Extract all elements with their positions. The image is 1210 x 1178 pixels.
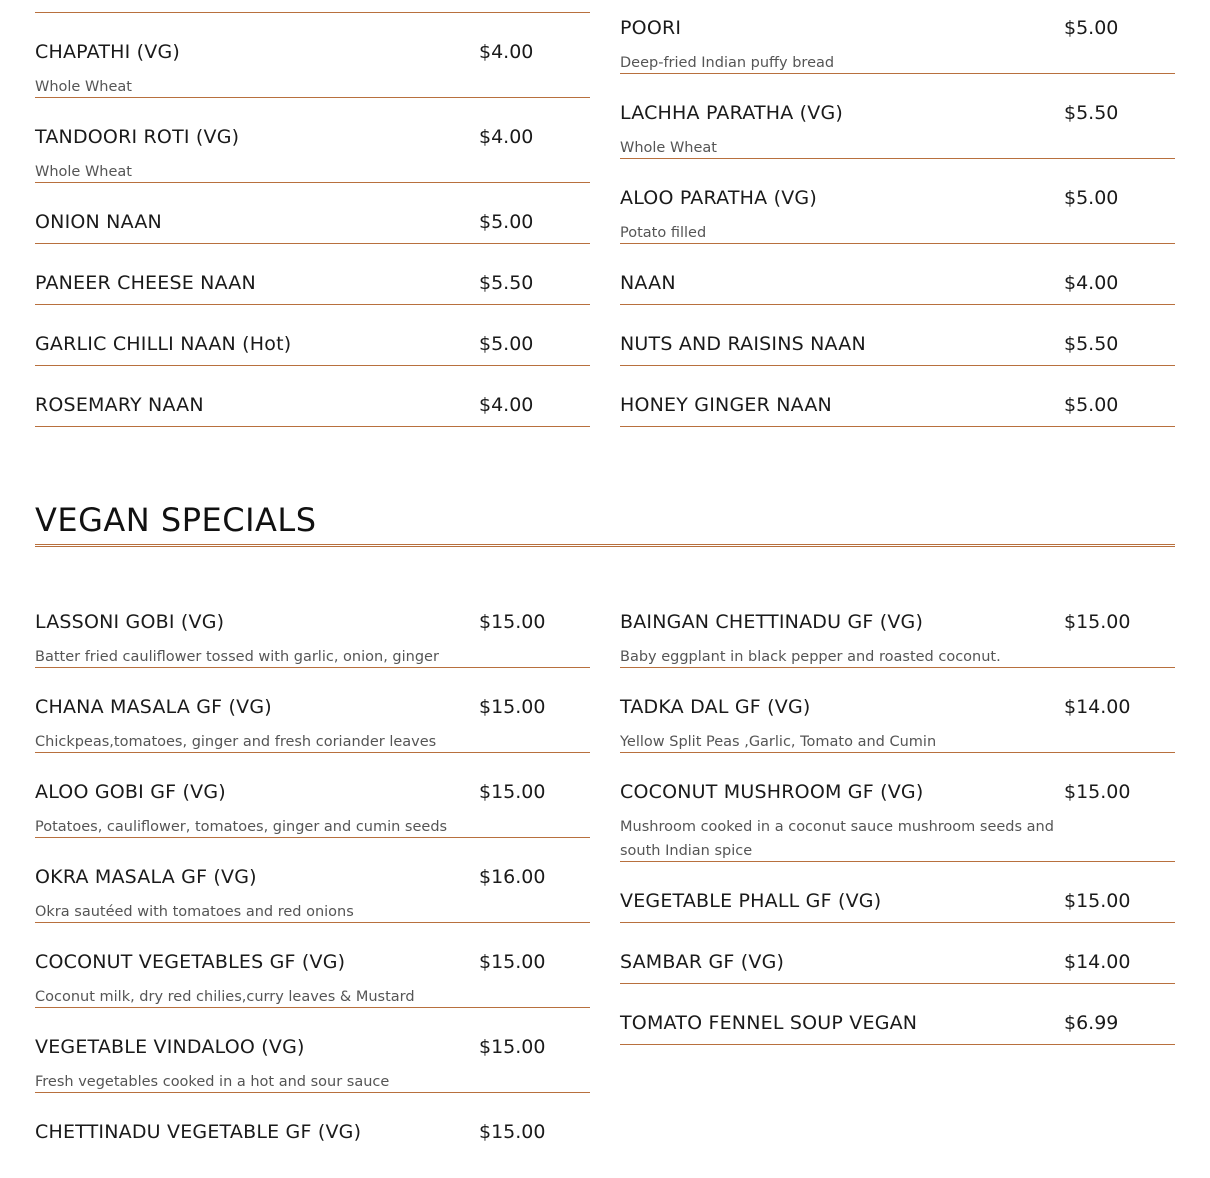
item-price: $5.50 <box>1064 333 1119 355</box>
item-description: Whole Wheat <box>620 140 717 156</box>
vegan-menu-left-column <box>35 583 590 1178</box>
item-name: BAINGAN CHETTINADU GF (VG) <box>620 611 924 633</box>
item-name: TOMATO FENNEL SOUP VEGAN <box>620 1012 918 1034</box>
menu-item <box>35 1093 590 1178</box>
menu-item <box>620 923 1175 984</box>
item-price: $4.00 <box>479 41 534 63</box>
item-name: POORI <box>620 17 682 39</box>
item-price: $5.00 <box>1064 17 1119 39</box>
menu-item <box>35 923 590 1008</box>
vegan-menu-right-column <box>620 583 1175 1045</box>
menu-item <box>620 159 1175 244</box>
item-description: Batter fried cauliflower tossed with garlic, onion, ginger <box>35 649 439 665</box>
item-name: SAMBAR GF (VG) <box>620 951 785 973</box>
item-name: VEGETABLE VINDALOO (VG) <box>35 1036 305 1058</box>
item-price: $4.00 <box>1064 272 1119 294</box>
item-name: LACHHA PARATHA (VG) <box>620 102 844 124</box>
menu-item <box>35 366 590 427</box>
menu-item <box>35 1008 590 1093</box>
item-description: Potatoes, cauliflower, tomatoes, ginger and cumin seeds <box>35 819 448 835</box>
menu-item <box>35 583 590 668</box>
item-description: Deep-fried Indian puffy bread <box>620 55 835 71</box>
menu-item <box>620 366 1175 427</box>
menu-item <box>35 305 590 366</box>
item-name: CHAPATHI (VG) <box>35 41 180 63</box>
item-price: $5.00 <box>479 333 534 355</box>
menu-item <box>620 862 1175 923</box>
menu-item <box>35 838 590 923</box>
item-description: Chickpeas,tomatoes, ginger and fresh coriander leaves <box>35 734 437 750</box>
menu-item <box>620 668 1175 753</box>
section-title: VEGAN SPECIALS <box>35 501 317 539</box>
item-name: ONION NAAN <box>35 211 162 233</box>
item-price: $15.00 <box>479 781 546 803</box>
item-price: $5.50 <box>1064 102 1119 124</box>
item-price: $5.50 <box>479 272 534 294</box>
menu-item <box>620 305 1175 366</box>
item-name: COCONUT VEGETABLES GF (VG) <box>35 951 346 973</box>
item-name: NAAN <box>620 272 676 294</box>
item-price: $14.00 <box>1064 951 1131 973</box>
item-price: $15.00 <box>479 611 546 633</box>
item-name: GARLIC CHILLI NAAN (Hot) <box>35 333 292 355</box>
item-name: TANDOORI ROTI (VG) <box>35 126 240 148</box>
item-description: Mushroom cooked in a coconut sauce mushroom seeds and south Indian spice <box>620 819 1054 859</box>
item-name: LASSONI GOBI (VG) <box>35 611 225 633</box>
item-description: Whole Wheat <box>35 79 132 95</box>
item-description: Fresh vegetables cooked in a hot and sour sauce <box>35 1074 390 1090</box>
item-name: ROSEMARY NAAN <box>35 394 204 416</box>
item-name: ALOO PARATHA (VG) <box>620 187 817 209</box>
item-price: $15.00 <box>1064 890 1131 912</box>
menu-item <box>35 753 590 838</box>
menu-item <box>35 244 590 305</box>
menu-item <box>620 583 1175 668</box>
item-description: Yellow Split Peas ,Garlic, Tomato and Cumin <box>620 734 937 750</box>
item-price: $15.00 <box>479 696 546 718</box>
item-description: Whole Wheat <box>35 164 132 180</box>
item-price: $4.00 <box>479 394 534 416</box>
item-name: CHANA MASALA GF (VG) <box>35 696 272 718</box>
section-divider <box>35 544 1175 547</box>
item-name: HONEY GINGER NAAN <box>620 394 832 416</box>
item-name: PANEER CHEESE NAAN <box>35 272 256 294</box>
item-price: $14.00 <box>1064 696 1131 718</box>
menu-item <box>620 74 1175 159</box>
menu-item <box>620 0 1175 74</box>
item-name: NUTS AND RAISINS NAAN <box>620 333 866 355</box>
item-name: ALOO GOBI GF (VG) <box>35 781 226 803</box>
item-name: OKRA MASALA GF (VG) <box>35 866 257 888</box>
item-description: Coconut milk, dry red chilies,curry leaves & Mustard <box>35 989 415 1005</box>
bread-menu-right-column <box>620 0 1175 427</box>
bread-menu-left-column <box>35 13 590 427</box>
item-price: $6.99 <box>1064 1012 1119 1034</box>
item-price: $4.00 <box>479 126 534 148</box>
item-price: $5.00 <box>479 211 534 233</box>
item-description: Baby eggplant in black pepper and roasted coconut. <box>620 649 1001 665</box>
item-name: COCONUT MUSHROOM GF (VG) <box>620 781 924 803</box>
menu-item <box>620 244 1175 305</box>
menu-item <box>35 98 590 183</box>
item-name: CHETTINADU VEGETABLE GF (VG) <box>35 1121 362 1143</box>
menu-item <box>620 753 1175 862</box>
item-description: Potato filled <box>620 225 707 241</box>
menu-item <box>35 668 590 753</box>
item-price: $15.00 <box>479 1036 546 1058</box>
item-description: Okra sautéed with tomatoes and red onions <box>35 904 354 920</box>
item-price: $15.00 <box>479 951 546 973</box>
item-price: $16.00 <box>479 866 546 888</box>
menu-item <box>35 13 590 98</box>
item-name: TADKA DAL GF (VG) <box>620 696 811 718</box>
item-name: VEGETABLE PHALL GF (VG) <box>620 890 882 912</box>
item-price: $15.00 <box>479 1121 546 1143</box>
menu-item <box>35 183 590 244</box>
item-price: $15.00 <box>1064 611 1131 633</box>
menu-item <box>620 984 1175 1045</box>
item-price: $5.00 <box>1064 394 1119 416</box>
item-price: $5.00 <box>1064 187 1119 209</box>
item-price: $15.00 <box>1064 781 1131 803</box>
